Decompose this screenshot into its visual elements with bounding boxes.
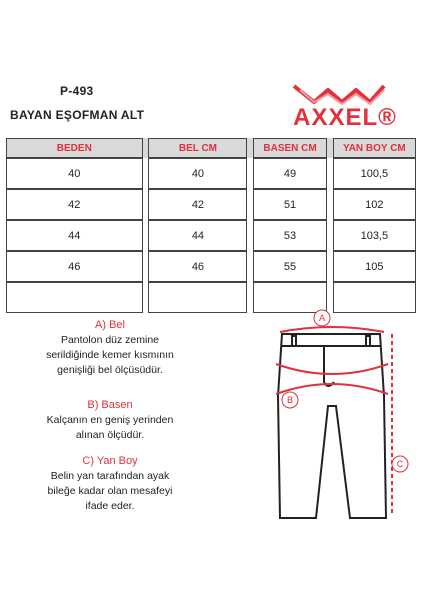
pants-diagram bbox=[262, 306, 422, 526]
marker-a: A bbox=[318, 313, 326, 323]
cell-beden: 46 bbox=[6, 251, 143, 282]
description-line: Belin yan tarafından ayak bbox=[50, 470, 170, 482]
cell-beden bbox=[6, 282, 143, 313]
table-row bbox=[6, 158, 416, 189]
description-title: C) Yan Boy bbox=[82, 455, 138, 467]
cell-beden: 40 bbox=[6, 158, 143, 189]
cell-basen: 49 bbox=[253, 158, 327, 189]
cell-beden: 42 bbox=[6, 189, 143, 220]
description-hip bbox=[6, 398, 214, 443]
table-row bbox=[6, 189, 416, 220]
cell-basen: 53 bbox=[253, 220, 327, 251]
cell-bel bbox=[148, 282, 247, 313]
logo-text: AXXEL® bbox=[293, 104, 397, 131]
cell-bel: 42 bbox=[148, 189, 247, 220]
description-line: bileğe kadar olan mesafeyi bbox=[47, 485, 173, 497]
table-row bbox=[6, 220, 416, 251]
cell-basen: 51 bbox=[253, 189, 327, 220]
description-line: Pantolon düz zemine bbox=[60, 334, 160, 346]
description-line: serildiğinde kemer kısmının bbox=[46, 349, 174, 361]
description-waist bbox=[6, 318, 214, 378]
cell-yanboy: 100,5 bbox=[333, 158, 416, 189]
description-title: B) Basen bbox=[87, 399, 133, 411]
marker-b: B bbox=[286, 395, 294, 405]
cell-bel: 40 bbox=[148, 158, 247, 189]
description-length bbox=[6, 454, 214, 514]
cell-basen: 55 bbox=[253, 251, 327, 282]
header-yanboy: YAN BOY CM bbox=[333, 138, 416, 158]
cell-yanboy: 103,5 bbox=[333, 220, 416, 251]
size-table bbox=[6, 138, 416, 313]
cell-yanboy: 105 bbox=[333, 251, 416, 282]
measure-lines bbox=[276, 327, 392, 516]
cell-bel: 46 bbox=[148, 251, 247, 282]
brand-logo bbox=[284, 80, 406, 132]
marker-c: C bbox=[396, 459, 404, 469]
cell-beden: 44 bbox=[6, 220, 143, 251]
header-beden: BEDEN bbox=[6, 138, 143, 158]
header-bel: BEL CM bbox=[148, 138, 247, 158]
product-code: P-493 bbox=[60, 84, 94, 98]
product-title: BAYAN EŞOFMAN ALT bbox=[10, 108, 145, 122]
table-header-row bbox=[6, 138, 416, 158]
cell-yanboy: 102 bbox=[333, 189, 416, 220]
description-title: A) Bel bbox=[95, 319, 125, 331]
table-row bbox=[6, 251, 416, 282]
description-line: ifade eder. bbox=[85, 500, 135, 512]
cell-bel: 44 bbox=[148, 220, 247, 251]
description-line: Kalçanın en geniş yerinden bbox=[46, 414, 174, 426]
pants-outline bbox=[278, 334, 386, 518]
description-line: alınan ölçüdür. bbox=[75, 429, 145, 441]
header-basen: BASEN CM bbox=[253, 138, 327, 158]
description-line: genişliği bel ölçüsüdür. bbox=[57, 364, 163, 376]
